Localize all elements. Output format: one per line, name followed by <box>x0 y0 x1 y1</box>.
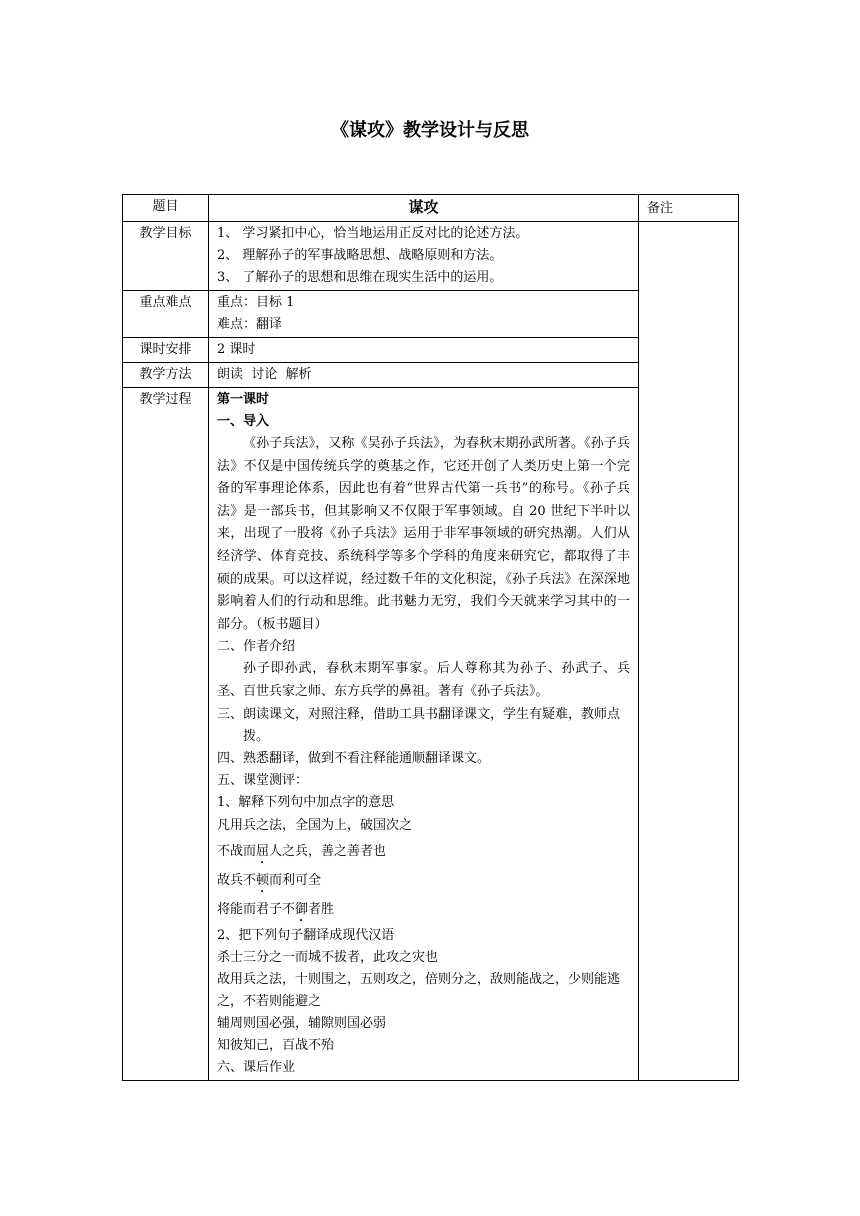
header-lesson-title: 谋攻 <box>209 195 639 222</box>
section-heading: 二、作者介绍 <box>217 639 296 655</box>
section-heading: 三、朗读课文，对照注释，借助工具书翻译课文，学生有疑难，教师点拨。 <box>217 706 621 744</box>
author-paragraph: 孙子即孙武，春秋末期军事家。后人尊称其为孙子、孙武子、兵圣、百世兵家之师、东方兵学的鼻祖。著有《孙子兵法》。 <box>217 661 630 699</box>
document-title: 《谋攻》教学设计与反思 <box>331 120 529 141</box>
key-label: 重点难点 <box>123 291 209 338</box>
question-item: 故兵不顿而利可全 <box>217 872 322 888</box>
question-title: 1、解释下列句中加点字的意思 <box>217 794 395 810</box>
question-item: 不战而屈人之兵，善之善者也 <box>217 843 387 859</box>
goal-item: 3、 了解孙子的思想和思维在现实生活中的运用。 <box>217 270 503 285</box>
goals-row <box>123 222 739 291</box>
question-item: 辅周则国必强，辅隙则国必弱 <box>217 1015 387 1031</box>
goals-content <box>209 222 639 291</box>
dotted-char: 顿 <box>256 872 270 888</box>
key-point: 重点：目标 1 <box>217 295 295 310</box>
dotted-char: 御 <box>295 901 309 917</box>
method-value: 朗读 讨论 解析 <box>209 363 639 388</box>
question-item: 知彼知己，百战不殆 <box>217 1037 335 1053</box>
section-heading: 一、导入 <box>217 414 270 429</box>
lesson-heading: 第一课时 <box>217 392 270 407</box>
goal-item: 2、 理解孙子的军事战略思想、战略原则和方法。 <box>217 248 503 263</box>
dotted-char: 屈 <box>256 843 270 859</box>
goal-item: 1、 学习紧扣中心，恰当地运用正反对比的论述方法。 <box>217 226 529 241</box>
process-content <box>209 388 639 1081</box>
question-item: 杀士三分之一而城不拔者，此攻之灾也 <box>217 949 439 965</box>
question-item: 凡用兵之法，全国为上，破国次之 <box>217 817 413 833</box>
notes-cell <box>639 222 739 1081</box>
process-label: 教学过程 <box>123 388 209 1081</box>
question-title: 2、把下列句子翻译成现代汉语 <box>217 927 395 943</box>
hours-value: 2 课时 <box>209 338 639 363</box>
section-heading: 四、熟悉翻译，做到不看注释能通顺翻译课文。 <box>217 750 491 766</box>
goals-label: 教学目标 <box>123 222 209 291</box>
key-content <box>209 291 639 338</box>
section-heading: 五、课堂测评： <box>217 772 309 788</box>
method-label: 教学方法 <box>123 363 209 388</box>
header-topic-label: 题目 <box>123 195 209 222</box>
question-item: 故用兵之法，十则围之，五则攻之，倍则分之，敌则能战之，少则能逃之，不若则能避之 <box>217 971 621 1009</box>
header-notes-label: 备注 <box>639 195 739 222</box>
hours-label: 课时安排 <box>123 338 209 363</box>
section-heading: 六、课后作业 <box>217 1059 296 1075</box>
difficulty-point: 难点：翻译 <box>217 317 283 332</box>
question-item: 将能而君子不御者胜 <box>217 901 335 917</box>
header-row <box>123 195 739 222</box>
intro-paragraph: 《孙子兵法》，又称《吴孙子兵法》，为春秋末期孙武所著。《孙子兵法》不仅是中国传统兵学的奠基之作，它还开创了人类历史上第一个完备的军事理论体系，因此也有着“世界古代第一兵书”的称号。《孙子兵法》是一部兵书，但其影响又不仅限于军事领域。自 20 世纪下半叶以来，出现了一股将《孙子兵法》运用于非军事领域的研究热潮。人们从经济学、体育竞技、系统科学等多个学科的角度来研究它，都取得了丰硕的成果。可以这样说，经过数千年的文化积淀，《孙子兵法》在深深地影响着人们的行动和思维。此书魅力无穷，我们今天就来学习其中的一部分。（板书题目） <box>217 436 630 632</box>
lesson-plan-table <box>122 194 739 1081</box>
